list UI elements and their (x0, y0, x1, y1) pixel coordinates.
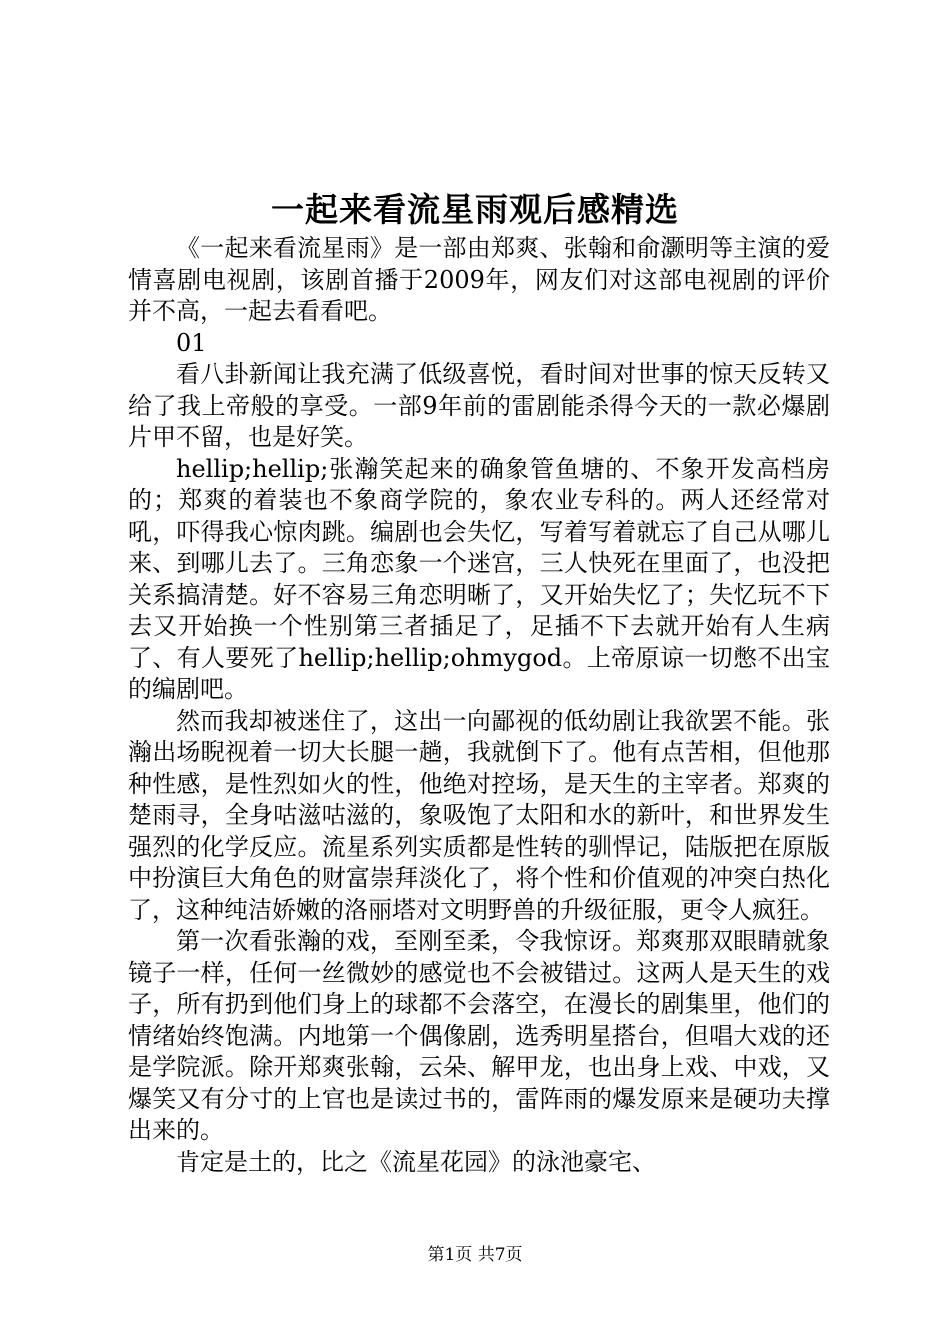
document-title: 一起来看流星雨观后感精选 (271, 190, 679, 229)
paragraph: 看八卦新闻让我充满了低级喜悦，看时间对世事的惊天反转又给了我上帝般的享受。一部9年前的雷剧能杀得今天的一款必爆剧片甲不留，也是好笑。 (128, 360, 830, 451)
page-number: 第1页 共7页 (427, 1245, 523, 1265)
paragraph-intro: 《一起来看流星雨》是一部由郑爽、张翰和俞灏明等主演的爱情喜剧电视剧，该剧首播于2009年，网友们对这部电视剧的评价并不高，一起去看看吧。 (128, 234, 830, 325)
section-number: 01 (176, 328, 207, 357)
paragraph: 然而我却被迷住了，这出一向鄙视的低幼剧让我欲罢不能。张瀚出场睨视着一切大长腿一趟，我就倒下了。他有点苦相，但他那种性感，是性烈如火的性，他绝对控场，是天生的主宰者。郑爽的楚雨寻，全身咕滋咕滋的，象吸饱了太阳和水的新叶，和世界发生强烈的化学反应。流星系列实质都是性转的驯悍记，陆版把在原版中扮演巨大角色的财富崇拜淡化了，将个性和价值观的冲突白热化了，这种纯洁娇嫩的洛丽塔对文明野兽的升级征服，更令人疯狂。 (128, 706, 830, 924)
page-footer (0, 1244, 950, 1266)
paragraph: 第一次看张瀚的戏，至刚至柔，令我惊讶。郑爽那双眼睛就象镜子一样，任何一丝微妙的感觉也不会被错过。这两人是天生的戏子，所有扔到他们身上的球都不会落空，在漫长的剧集里，他们的情绪始终饱满。内地第一个偶像剧，选秀明星搭台，但唱大戏的还是学院派。除开郑爽张翰，云朵、解甲龙，也出身上戏、中戏，又爆笑又有分寸的上官也是读过书的，雷阵雨的爆发原来是硬功夫撑出来的。 (128, 927, 830, 1144)
paragraph: hellip;hellip;张瀚笑起来的确象管鱼塘的、不象开发高档房的；郑爽的着装也不象商学院的，象农业专科的。两人还经常对吼，吓得我心惊肉跳。编剧也会失忆，写着写着就忘了自己从哪儿来、到哪儿去了。三角恋象一个迷宫，三人快死在里面了，也没把关系搞清楚。好不容易三角恋明晰了，又开始失忆了；失忆玩不下去又开始换一个性别第三者插足了，足插不下去就开始有人生病了、有人要死了hellip;hellip;ohmygod。上帝原谅一切憋不出宝的编剧吧。 (128, 454, 830, 703)
document-body (128, 233, 830, 1178)
paragraph-truncated: 肯定是土的，比之《流星花园》的泳池豪宅、 (176, 1147, 656, 1176)
